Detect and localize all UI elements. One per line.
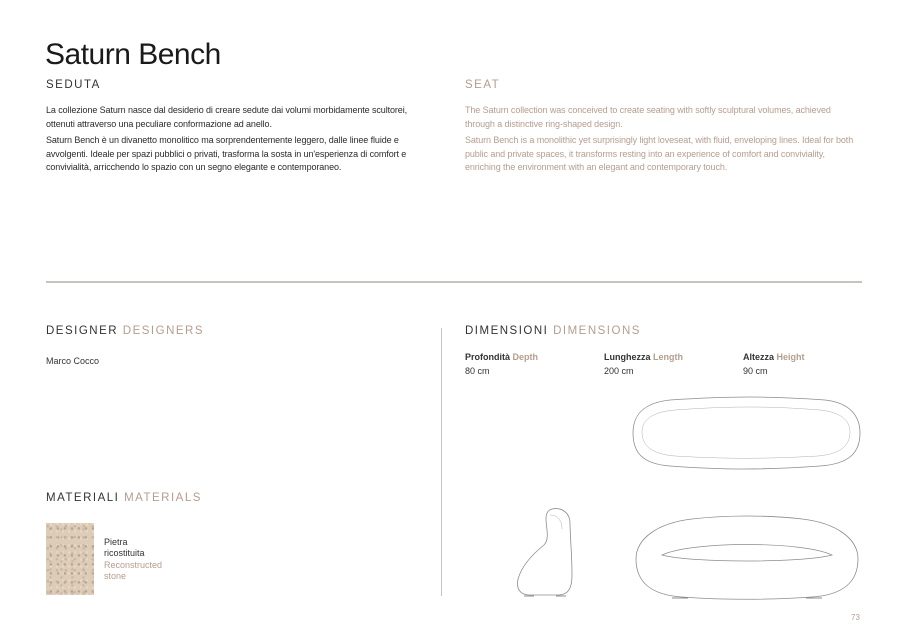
description-english: [465, 104, 860, 178]
materials-heading: [46, 492, 202, 504]
dimension-length-label: [604, 352, 683, 362]
material-swatch: [46, 523, 94, 595]
dimension-length-label-it: Lunghezza: [604, 352, 651, 362]
dimension-depth-label: [465, 352, 538, 362]
dimension-height-value: 90 cm: [743, 366, 768, 376]
material-name-en: [104, 560, 162, 581]
designer-heading-en: DESIGNERS: [122, 325, 205, 337]
dimension-length: [604, 352, 683, 376]
designer-name: Marco Cocco: [46, 356, 100, 366]
dimension-height-label: [743, 352, 805, 362]
dimension-depth-value: 80 cm: [465, 366, 490, 376]
page-number: 73: [851, 613, 860, 622]
bench-top-view-drawing: [630, 396, 862, 470]
material-name-it-line: Pietra: [104, 537, 128, 547]
description-it-paragraph: La collezione Saturn nasce dal desiderio di creare sedute dai volumi morbidamente scultorei, ottenuti attraverso una peculiare conformazione ad anello.: [46, 105, 408, 129]
description-it-paragraph: Saturn Bench è un divanetto monolitico ma sorprendentemente leggero, dalle linee fluide e avvolgenti. Ideale per spazi pubblici o privati, trasforma la sosta in un'esperienza di comfort e convivialità, arricchendo lo spazio con un segno elegante e contemporaneo.: [46, 135, 407, 173]
designer-heading: [46, 325, 204, 337]
dimension-height-label-it: Altezza: [743, 352, 775, 362]
material-name-en-line: Reconstructed: [104, 560, 163, 570]
page-title: Saturn Bench: [45, 38, 221, 71]
materials-heading-it: MATERIALI: [46, 492, 120, 504]
dimensions-heading: [465, 325, 641, 337]
dimension-length-label-en: Length: [653, 352, 684, 362]
bench-front-view-drawing: [632, 515, 862, 601]
description-en-paragraph: The Saturn collection was conceived to create seating with softly sculptural volumes, achieved through a distinctive ring-shaped design.: [465, 105, 831, 129]
dimensions-heading-en: DIMENSIONS: [553, 325, 641, 337]
bench-side-view-drawing: [512, 505, 580, 601]
dimension-depth-label-en: Depth: [512, 352, 539, 362]
material-name-it-line: ricostituita: [104, 547, 145, 558]
section-label-en: SEAT: [465, 79, 501, 91]
dimensions-heading-it: DIMENSIONI: [465, 325, 549, 337]
dimension-length-value: 200 cm: [604, 366, 634, 376]
dimension-depth: [465, 352, 538, 376]
material-name-it: [104, 537, 162, 558]
material-name-en-line: stone: [104, 570, 127, 581]
section-label-it: SEDUTA: [46, 79, 101, 91]
horizontal-divider: [46, 281, 862, 283]
dimension-height: [743, 352, 805, 376]
materials-heading-en: MATERIALS: [124, 492, 202, 504]
dimension-height-label-en: Height: [776, 352, 805, 362]
description-en-paragraph: Saturn Bench is a monolithic yet surprisingly light loveseat, with fluid, enveloping lines. Ideal for both public and private spaces, it transforms resting into an experience of comfort and conviviality, enriching the environment with an elegant and contemporary touch.: [465, 135, 854, 173]
dimension-depth-label-it: Profondità: [465, 352, 510, 362]
designer-heading-it: DESIGNER: [46, 325, 119, 337]
vertical-divider: [441, 328, 442, 596]
description-italian: [46, 104, 431, 178]
material-label: [104, 537, 162, 581]
